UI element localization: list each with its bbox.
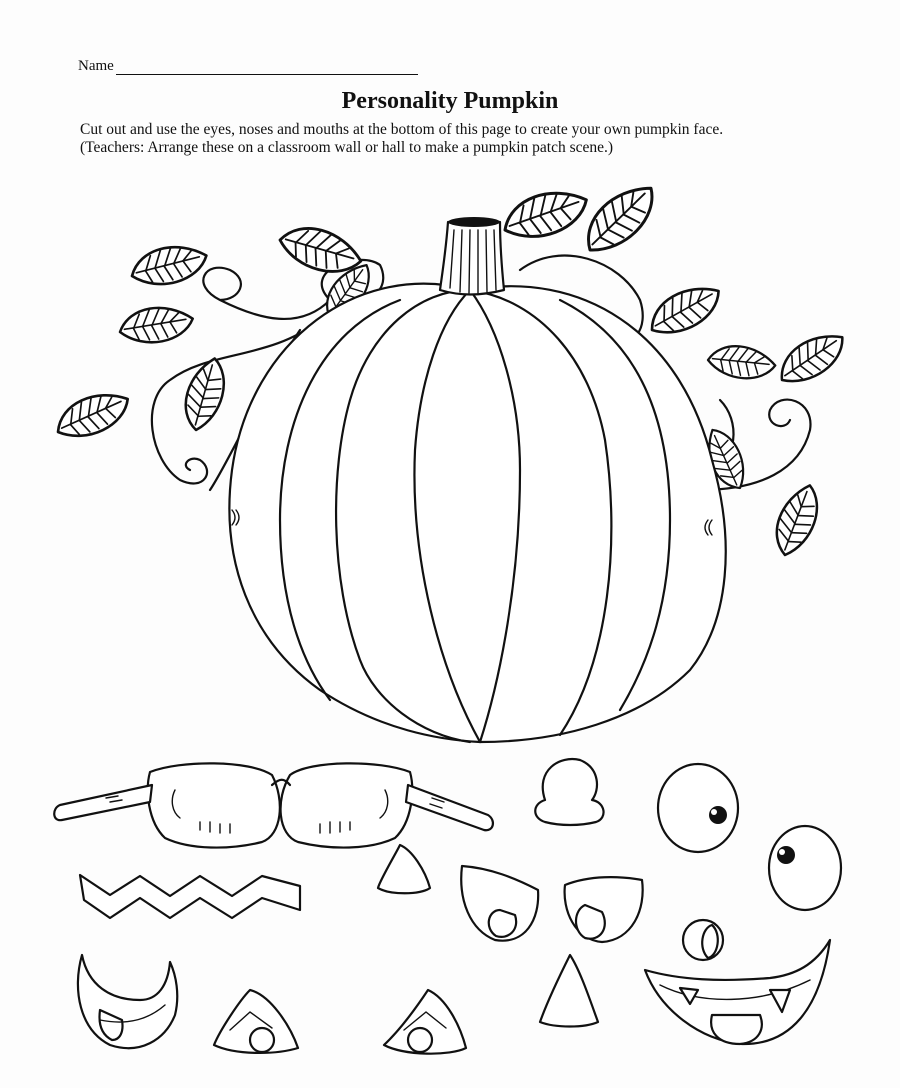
instruction-line-2: (Teachers: Arrange these on a classroom wall or hall to make a pumpkin patch scene.) bbox=[80, 139, 614, 156]
toothy-grin-cutout bbox=[645, 940, 830, 1044]
triangle-eye-cutout-1 bbox=[214, 990, 298, 1053]
round-nose-cutout-2 bbox=[683, 920, 723, 960]
zigzag-mouth-cutout bbox=[80, 875, 300, 918]
angry-eye-cutout-1 bbox=[461, 866, 538, 941]
worksheet-title: Personality Pumpkin bbox=[341, 88, 559, 114]
googly-eye-cutout-1 bbox=[658, 764, 738, 852]
googly-eye-cutout-2 bbox=[769, 826, 841, 910]
instruction-line-1: Cut out and use the eyes, noses and mouths at the bottom of this page to create your own pumpkin face. bbox=[80, 121, 724, 138]
fanged-mouth-cutout bbox=[78, 955, 177, 1048]
triangle-nose-cutout-2 bbox=[540, 955, 598, 1027]
triangle-eye-cutout-2 bbox=[384, 990, 466, 1054]
triangle-nose-cutout-1 bbox=[378, 845, 430, 893]
pumpkin-body bbox=[229, 284, 725, 742]
glasses-cutout bbox=[54, 763, 493, 847]
angry-eye-cutout-2 bbox=[565, 877, 643, 942]
name-label: Name bbox=[78, 58, 114, 74]
pumpkin-stem bbox=[440, 217, 504, 295]
round-nose-cutout bbox=[535, 759, 603, 825]
